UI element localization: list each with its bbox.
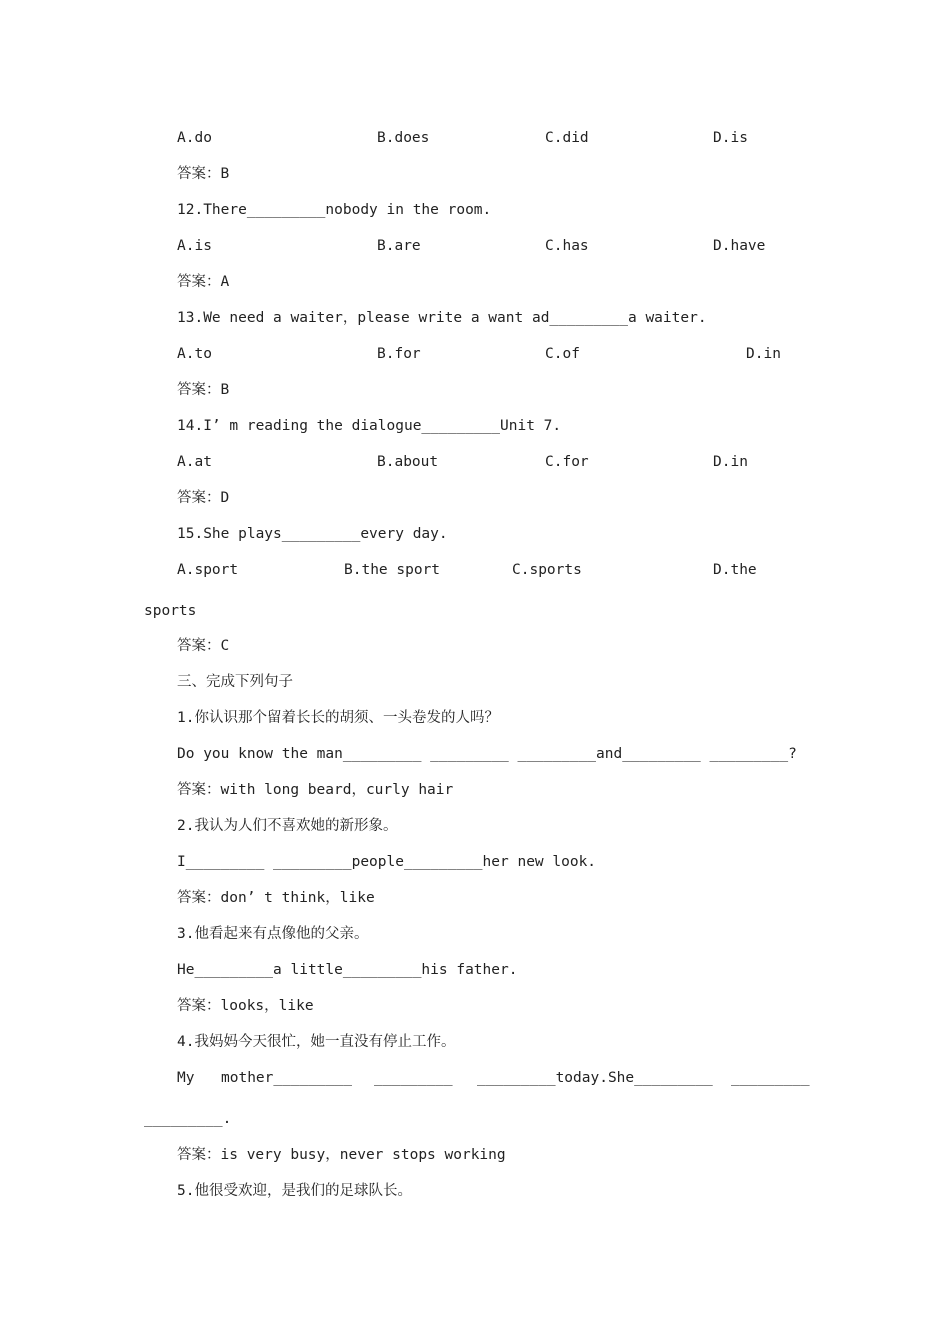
option-text: D.in — [746, 346, 781, 362]
option-text: A.sport — [177, 562, 239, 578]
text-line: 3.他看起来有点像他的父亲。 — [177, 926, 369, 942]
text-line: 答案：with long beard，curly hair — [177, 782, 454, 798]
option-text: _________today.She_________ — [477, 1070, 713, 1086]
option-text: My — [177, 1070, 195, 1086]
option-text: A.to — [177, 346, 212, 362]
option-text: C.sports — [512, 562, 582, 578]
text-line: Do you know the man_________ _________ _________and_________ _________? — [177, 746, 797, 762]
text-line: 答案：is very busy，never stops working — [177, 1147, 506, 1163]
text-line: 14.I’ m reading the dialogue_________Unit 7. — [177, 418, 562, 434]
text-line: I_________ _________people_________her new look. — [177, 854, 597, 870]
option-text: B.the sport — [344, 562, 441, 578]
option-text: C.did — [545, 130, 589, 146]
text-line: 13.We need a waiter，please write a want ad_________a waiter. — [177, 310, 707, 326]
text-line: 答案：B — [177, 166, 230, 182]
option-text: C.has — [545, 238, 589, 254]
text-line: 答案：looks，like — [177, 998, 314, 1014]
option-text: _________ — [731, 1070, 810, 1086]
text-line: 三、完成下列句子 — [177, 674, 293, 690]
option-text: B.for — [377, 346, 421, 362]
option-text: C.of — [545, 346, 580, 362]
text-line: 答案：D — [177, 490, 230, 506]
text-line: 5.他很受欢迎，是我们的足球队长。 — [177, 1183, 412, 1199]
option-text: B.are — [377, 238, 421, 254]
option-text: A.is — [177, 238, 212, 254]
text-line: sports — [144, 603, 197, 619]
option-text: D.the — [713, 562, 757, 578]
text-line: 4.我妈妈今天很忙，她一直没有停止工作。 — [177, 1034, 456, 1050]
option-text: A.at — [177, 454, 212, 470]
text-line: 15.She plays_________every day. — [177, 526, 448, 542]
text-line: _________. — [144, 1111, 232, 1127]
option-text: B.does — [377, 130, 430, 146]
option-text: D.in — [713, 454, 748, 470]
text-line: 12.There_________nobody in the room. — [177, 202, 492, 218]
option-text: mother_________ — [221, 1070, 352, 1086]
option-text: C.for — [545, 454, 589, 470]
option-text: A.do — [177, 130, 212, 146]
text-line: 答案：B — [177, 382, 230, 398]
option-text: D.have — [713, 238, 766, 254]
option-text: D.is — [713, 130, 748, 146]
option-text: B.about — [377, 454, 439, 470]
text-line: 1.你认识那个留着长长的胡须、一头卷发的人吗？ — [177, 710, 499, 726]
text-line: 答案：don’ t think，like — [177, 890, 375, 906]
option-text: _________ — [374, 1070, 453, 1086]
text-line: He_________a little_________his father. — [177, 962, 518, 978]
text-line: 答案：C — [177, 638, 230, 654]
text-line: 答案：A — [177, 274, 230, 290]
text-line: 2.我认为人们不喜欢她的新形象。 — [177, 818, 398, 834]
